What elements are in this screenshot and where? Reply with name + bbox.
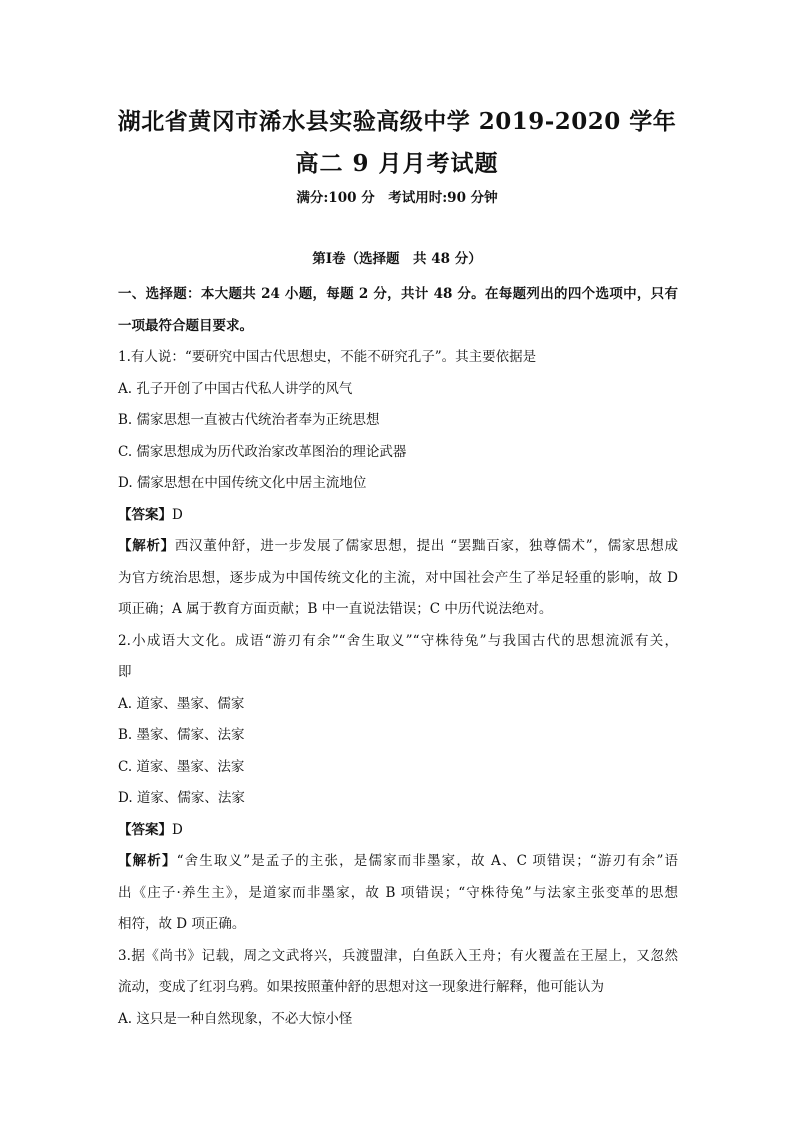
exam-meta: 满分:100 分 考试用时:90 分钟 [296,190,498,206]
exam-title-line1: 湖北省黄冈市浠水县实验高级中学 2019-2020 学年 [117,108,677,135]
question-2-stem-line1: 2.小成语大文化。成语“游刃有余”“舍生取义”“守株待兔”与我国古代的思想流派有关， [118,632,678,649]
question-2-analysis-line2: 出《庄子·养生主》，是道家而非墨家，故 B 项错误；“守株待兔”与法家主张变革的思想 [118,884,678,901]
question-2-option-d: D. 道家、儒家、法家 [118,790,245,806]
exam-content [118,279,678,1035]
section-title: 第Ⅰ卷（选择题 共 48 分） [312,251,482,267]
question-1-option-b: B. 儒家思想一直被古代统治者奉为正统思想 [118,412,380,428]
question-2-stem-line2: 即 [118,664,132,680]
question-2-option-a: A. 道家、墨家、儒家 [118,695,245,712]
question-3-option-a: A. 这只是一种自然现象，不必大惊小怪 [118,1010,353,1027]
answer-value: D [172,821,183,838]
instruction-line2: 一项最符合题目要求。 [118,317,253,334]
answer-value: D [172,506,183,523]
question-2-analysis-line1 [118,846,678,878]
analysis-label: 【解析】 [118,538,175,554]
question-3-stem-line2: 流动，变成了红羽乌鸦。如果按照董仲舒的思想对这一现象进行解释，他可能认为 [118,979,604,995]
question-2-analysis-line3: 相符，故 D 项正确。 [118,916,246,932]
question-1-answer [118,500,678,532]
question-1-option-d: D. 儒家思想在中国传统文化中居主流地位 [118,475,367,491]
instruction-line1: 一、选择题：本大题共 24 小题，每题 2 分，共计 48 分。在每题列出的四个选项中，只有 [118,286,678,302]
question-1-analysis-line3: 项正确；A 属于教育方面贡献；B 中一直说法错误；C 中历代说法绝对。 [118,601,553,617]
analysis-label: 【解析】 [118,853,177,869]
question-2-option-b: B. 墨家、儒家、法家 [118,727,245,743]
question-1-stem: 1.有人说：“要研究中国古代思想史，不能不研究孔子”。其主要依据是 [118,349,537,365]
question-3-stem-line1: 3.据《尚书》记载，周之文武将兴，兵渡盟津，白鱼跃入王舟；有火覆盖在王屋上，又忽然 [118,947,678,964]
question-1-analysis-line1 [118,531,678,563]
answer-label: 【答案】 [118,506,172,523]
question-1-option-a: A. 孔子开创了中国古代私人讲学的风气 [118,380,353,397]
question-2-option-c: C. 道家、墨家、法家 [118,758,245,775]
answer-label: 【答案】 [118,821,172,838]
analysis-text: “舍生取义”是孟子的主张，是儒家而非墨家，故 A、C 项错误；“游刃有余”语 [176,853,678,869]
exam-title-line2: 高二 9 月月考试题 [295,150,499,177]
question-1-option-c: C. 儒家思想成为历代政治家改革图治的理论武器 [118,443,407,460]
question-2-answer [118,815,678,847]
analysis-text: 西汉董仲舒，进一步发展了儒家思想，提出 “罢黜百家，独尊儒术”，儒家思想成 [174,538,678,554]
question-1-analysis-line2: 为官方统治思想，逐步成为中国传统文化的主流，对中国社会产生了举足轻重的影响，故 D [118,569,678,586]
